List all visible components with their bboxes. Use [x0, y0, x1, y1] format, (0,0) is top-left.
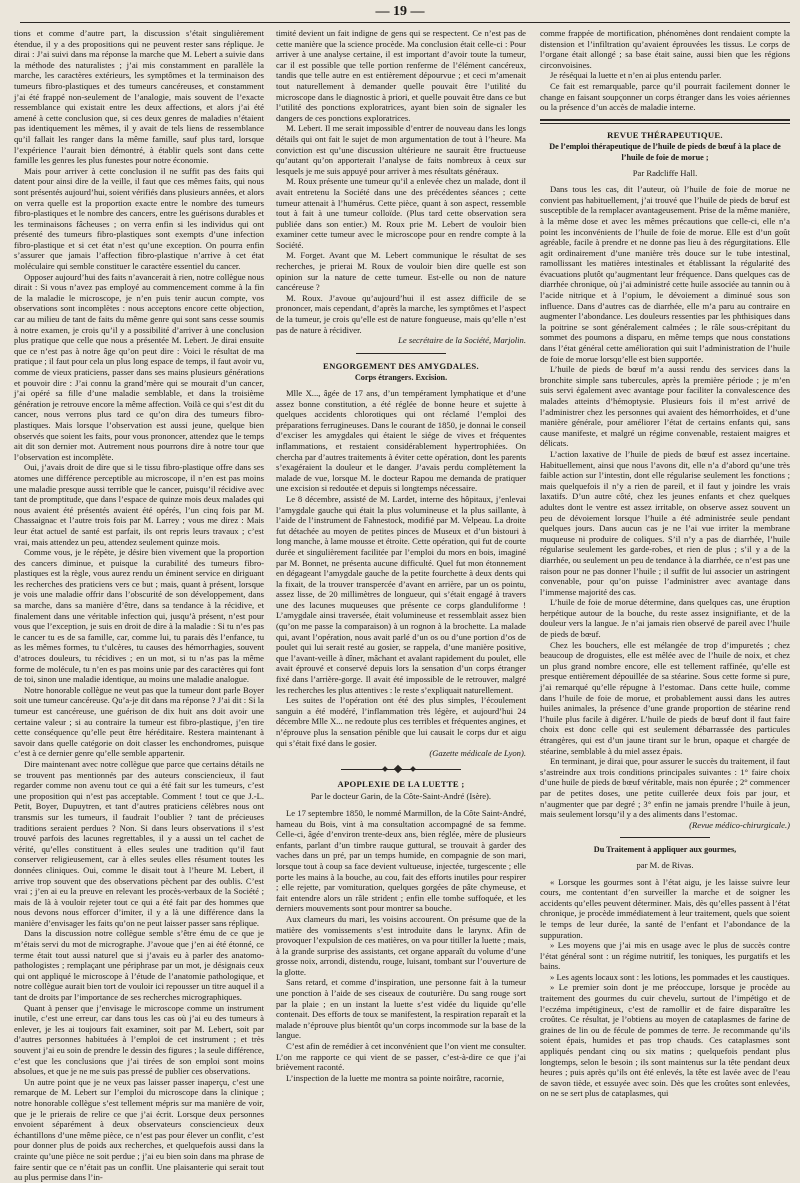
paragraph: M. Lebert. Il me serait impossible d’entrer de nouveau dans les longs détails qui ont fait le sujet de mon argumentation de tout à l’heure. Ma conviction est qu’une discussion ultérieure ne saurait être fructueuse qu’autant qu’on apporterait l’analyse de faits nombreux à ceux sur lesquels je me suis appuyé pour arriver à mes résultats généraux.: [276, 123, 526, 176]
paragraph: Les suites de l’opération ont été des plus simples, l’écoulement sanguin a été modéré, l’inflammation très légère, et aujourd’hui 24 décembre Mlle X... ne redoute plus ces terribles et fréquentes angines, et n’éprouve plus la sensation pénible que lui causait le corps dur et aigu qui s’était fixé dans le gosier.: [276, 695, 526, 748]
page-number: — 19 —: [375, 4, 425, 19]
section-heading: REVUE THÉRAPEUTIQUE.: [607, 129, 723, 140]
column-right: [540, 28, 790, 1168]
paragraph: » Les moyens que j’ai mis en usage avec le plus de succès contre l’état général sont : un régime nutritif, les toniques, les purgatifs et les bains.: [540, 940, 790, 972]
paragraph: Mais pour arriver à cette conclusion il ne suffit pas des faits qui datent pour ainsi dire de la veille, il faut que ces mêmes faits, qui nous sont présentés aujourd’hui, soient vérifiés dans plusieurs années, et alors on verra quelle est la proportion exacte entre le nombre des tumeurs fibro-plastiques et le nombre des cancers, entre les guérisons durables et les terminaisons fâcheuses ; on verra enfin si les individus qui ont présenté des tumeurs fibro-plastiques sont exempts d’une infection fibro-plastique et si cet état n’est qu’une exception. On pourra enfin s’assurer que jamais l’affection fibro-plastique n’arrive à cet état moléculaire qui semble constituer le caractère essentiel du cancer.: [14, 165, 264, 272]
paragraph: Dans la discussion notre collègue semble s’être ému de ce que je m’étais servi du mot de micrographe. J’avoue que j’en ai été étonné, ce terme était tout aussi naturel que si j’avais eu à parler des anatomo-pathologistes ; remplaçant une périphrase par un mot, je désignais ceux qui ont appliqué le microscope à l’étude de l’anatomie pathologique, et notre collègue aurait bien tort de vouloir ici repousser un titre auquel il a tant de droits par l’importance de ses recherches micrographiques.: [14, 928, 264, 1003]
paragraph: » Les agents locaux sont : les lotions, les pommades et les caustiques.: [550, 971, 790, 982]
article-byline: Par le docteur Garin, de la Côte-Saint-André (Isère).: [310, 791, 492, 802]
paragraph: « Lorsque les gourmes sont à l’état aigu, je les laisse suivre leur cours, me contentant d’en surveiller la marche et de soigner les accidents qu’elles peuvent déterminer. Mais, dès qu’elles passent à l’état chronique, je procède immédiatement à leur traitement, quels que soient le temps de leur durée, la santé de l’enfant et l’abondance de la suppuration.: [540, 876, 790, 940]
paragraph: Le 8 décembre, assisté de M. Lardet, interne des hôpitaux, j’enlevai l’amygdale gauche qui était la plus volumineuse et la plus saillante, à l’aide de l’instrument de Fahnestock, modifié par M. Velpeau. La droite fut détachée au moyen de petites pinces de Museux et d’un bistouri à long manche, à lame mousse et étroite. Cette opération, qui fut de courte durée et singulièrement facilitée par l’emploi du mors en bois, imaginé par M. Bonnet, ne présenta aucune difficulté. Quel fut mon étonnement en dégageant l’amygdale gauche de la petite fourchette à deux dents qui la fixait, de la trouver transpercée d’avant en arrière, par un os pointu, assez lisse, de 20 millimètres de longueur, qui s’était engagé à travers une des lacunes muqueuses que présente ce corps glanduliforme ! L’amygdale ainsi traversée, était volumineuse et ressemblait assez bien (qu’on me passe la comparaison) à un rognon à la brochette. La malade qui, avant l’opération, nous avait parlé d’un os ou d’une portion d’os de poulet qui lui serait resté au gosier, se rappela, d’une manière positive, que l’avant-veille à dîner, mâchant et avalant rapidement du poulet, elle avait éprouvé et conservé depuis lors la sensation d’un corps étranger fixé dans l’arrière-gorge. Il avait été impossible de le retrouver, malgré les recherches les plus attentives : le reste s’expliquait naturellement.: [276, 493, 526, 695]
paragraph: Ce fait est remarquable, parce qu’il pourrait facilement donner le change en faisant soupçonner un corps étranger dans les voies aériennes ou la présence d’un accès de maladie interne.: [540, 80, 790, 113]
article-byline: Par Radcliffe Hall.: [632, 167, 698, 178]
paragraph: M. Roux. J’avoue qu’aujourd’hui il est assez difficile de se prononcer, mais cependant, d’après la marche, les symptômes et l’aspect de la tumeur, je crois qu’elle est de nature fongueuse, mais qu’elle n’est pas de nature à récidiver.: [276, 292, 526, 335]
ornament-divider: [341, 766, 461, 772]
paragraph: Mlle X..., âgée de 17 ans, d’un tempérament lymphatique et d’une assez bonne constitution, a été réglée de bonne heure et sujette à quelques accidents chlorotiques qui ont réclamé l’emploi des préparations ferrugineuses. Dans le courant de 1850, je donnai le conseil d’exciser les amygdales qui étaient le siége de vives et fréquentes inflammations, et restaient considérablement hypertrophiées. On chercha par d’autres traitements à éviter cette opération, dont les parents s’exagéraient la douleur et le danger. J’avais perdu complètement la malade de vue, lorsque M. le docteur Rapou me demanda de pratiquer une excision si redoutée et depuis si longtemps nécessaire.: [276, 388, 526, 494]
paragraph: Un autre point que je ne veux pas laisser passer inaperçu, c’est une remarque de M. Lebert sur l’emploi du microscope dans la clinique ; notre honorable collègue s’est tellement mépris sur ma manière de voir, que je le prierais de relire ce que j’ai écrit. Lorsque deux personnes envoient séparément à deux observateurs consciencieux deux échantillons d’une même pièce, ce n’est pas pour élever un conflit, c’est pour donner plus de poids aux recherches, et quelquefois aussi dans la crainte qu’une pièce ne soit perdue ; j’ai eu bien soin dans ma phrase de faire sentir que ce n’était pas un conflit. Une plaisanterie qui serait tout au plus permise dans l’in-: [14, 1076, 264, 1183]
paragraph: L’huile de pieds de bœuf m’a aussi rendu des services dans la bronchite simple sans tubercules, après la première période ; je m’en suis servi également avec avantage pour faciliter la convalescence des malades atteints d’hémoptysie. Plusieurs fois il m’est arrivé de l’administrer chez les personnes qui avaient des hémorrhoïdes, et d’une manière générale, pour améliorer l’état de certains enfants qui, sans cause manifeste, et malgré un régime convenable, restaient maigres et délicats.: [540, 364, 790, 449]
column-left: [14, 28, 264, 1183]
secretary-signature: Le secrétaire de la Société, Marjolin.: [398, 335, 526, 346]
paragraph: » Le premier soin dont je me préoccupe, lorsque je procède au traitement des gourmes du cuir chevelu, surtout de l’impétigo et de l’eczéma impétigineux, c’est de ramollir et de faire disparaître les croûtes. Ce résultat, je l’obtiens au moyen de cataplasmes de farine de graines de lin ou de fécule de pommes de terre. Je recommande qu’ils soient épais, humides et pas trop chauds. Ces cataplasmes sont appliqués pendant cinq ou six matins ; quelquefois pendant plus longtemps, selon le besoin ; ils sont maintenus sur la tête pendant deux heures ; puis après qu’ils ont été enlevés, la tête est lavée avec de l’eau de savon tiède, et essuyée avec soin. Dès que les croûtes sont enlevées, on ne se sert plus de cataplasmes, qui: [540, 982, 790, 1099]
paragraph: L’inspection de la luette me montra sa pointe noirâtre, racornie,: [286, 1072, 505, 1083]
article-subheading: De l’emploi thérapeutique de l’huile de pieds de bœuf à la place de l’huile de foie de morue ;: [549, 142, 781, 162]
paragraph: tions et comme d’autre part, la discussion s’était singulièrement étendue, il y a des propositions qui ne peuvent rester sans réplique. Je dirai : J’ai suivi dans ma réponse la marche que M. Lebert a suivie dans la méthode des naturalistes ; j’ai mis constamment en parallèle la marche, les caractères extérieurs, les symptômes et la terminaison des tumeurs fibro-plastiques et des tumeurs cancéreuses, et constamment j’ai été frappé non-seulement de l’analogie, mais souvent de l’exacte ressemblance qui existait entre les deux affections, et alors j’ai été amené à cette conclusion que, si ces deux genres de maladies n’étaient pas identiquement les mêmes, il y avait de tels liens de ressemblance qu’il fallait les ranger dans la même famille, sauf plus tard, lorsque l’expérience l’aurait bien démontré, à établir quels sont dans cette famille les genres les plus funestes pour notre économie.: [14, 28, 264, 166]
paragraph: Opposer aujourd’hui des faits n’avancerait à rien, notre collègue nous dirait : Si vous n’avez pas employé au commencement comme à la fin de la maladie le microscope, je n’en puis tenir aucun compte, vos observations sont incomplètes : nous acceptons encore cette objection, car au milieu de tant de faits du même genre qui sont sans cesse soumis à notre examen, je crois qu’il y a possibilité d’arriver à une conclusion plus pratique que celle que nous a présentée M. Lebert. Je dirai ensuite que ce n’est pas à notre âge qu’on peut dire : Voici le résultat de ma pratique ; il faut pour cela un plus long espace de temps, il faut avoir vu, comme de vieux praticiens, passer dans ses mains plusieurs générations et pouvoir dire : J’ai connu la grand’mère qui se mourait d’un cancer, j’ai opéré sa fille d’une maladie semblable, et dans la troisième génération je retrouve encore la même affection. Voilà ce qui s’est dit du cancer, nous verrons plus tard ce qu’on dira des tumeurs fibro-plastiques. Mais lorsque l’observation est aussi jeune, quelque bien observés que soient les faits, pour vous prononcer, attendez que le temps ait dit son dernier mot. Autrement nous pourrons dire à notre tour que l’observation est incomplète.: [14, 271, 264, 462]
column-middle: [276, 28, 526, 1168]
paragraph: Je réséquai la luette et n’en ai plus entendu parler.: [550, 70, 722, 81]
paragraph: comme frappée de mortification, phénomènes dont rendaient compte la distension et l’infiltration qu’avaient éprouvées les tissus. Le corps de l’organe était allongé ; sa base était saine, aussi bien que les régions circonvoisines.: [540, 28, 790, 70]
paragraph: C’est afin de remédier à cet inconvénient que l’on vient me consulter. L’on me rapporte ce qui vient de se passer, c’est-à-dire ce que j’ai brièvement raconté.: [276, 1041, 526, 1073]
article-subheading: Corps étrangers. Excision.: [354, 373, 448, 383]
paragraph: Notre honorable collègue ne veut pas que la tumeur dont parle Boyer soit une tumeur cancéreuse. Qu’a-je dit dans ma réponse ? J’ai dit : Si la tumeur est cancéreuse, une guérison de dix huit ans doit avoir une certaine valeur ; si au contraire la tumeur est fibro-plastique, j’en tire cette conséquence qu’elle peut être héréditaire. Restera maintenant à savoir dans quelle catégorie on doit classer les enchondromes, puisque c’est à ce dernier genre qu’elle semble appartenir.: [14, 684, 264, 759]
paragraph: M. Roux présente une tumeur qu’il a enlevée chez un malade, dont il avait entretenu la Société dans une des précédentes séances ; cette tumeur attenait à l’humérus. Cette pièce, quant à son aspect, ressemble tout à fait à une tumeur colloïde. (Plus tard cette observation sera publiée dans son entier.) M. Roux prie M. Lebert de vouloir bien examiner cette tumeur avec le microscope pour en rendre compte à la Société.: [276, 176, 526, 250]
paragraph: L’huile de foie de morue détermine, dans quelques cas, une éruption herpétique autour de la bouche, du reste assez insignifiante, et de la douleur vers la langue. Je n’ai jamais rien observé de pareil avec l’huile de pieds de bœuf.: [540, 597, 790, 640]
header-rule: [20, 22, 790, 23]
paragraph: Dans tous les cas, dit l’auteur, où l’huile de foie de morue ne convient pas habituellement, j’ai trouvé que l’huile de pieds de bœuf est susceptible de la remplacer avantageusement. Prise de la même manière, à la même dose et avec les mêmes précautions que celle-ci, elle n’a point les inconvénients de l’huile de foie de morue. Elle est d’un goût agréable, facile à prendre et ne donne pas lieu à des régurgitations. Elle agit ordinairement d’une manière très douce sur le tube intestinal, ramollissant les matières intestinales et établissant la régularité des évacuations plutôt qu’augmentant leur fréquence. Dans quelques cas de diarrhée chronique, où j’ai administré cette huile associée au tannin ou à l’acide nitrique et à l’opium, le dévoiement a diminué sous son influence. Dans d’autres cas de diarrhée, elle m’a paru au contraire en augmenter l’abondance. Les douleurs ressenties par les phthisiques dans la poitrine se sont généralement calmées ; le râle sous-crépitant du sommet des poumons a disparu, en même temps que nous constations dans l’état général cette amélioration qui suit l’administration de l’huile de foie de morue lorsqu’elle est bien supportée.: [540, 184, 790, 364]
paragraph: Chez les bouchers, elle est mélangée de trop d’impuretés ; chez beaucoup de droguistes, elle est mêlée avec de l’huile de noix, et chez un plus grand nombre encore, elle est tellement raffinée, qu’elle est presque entièrement dépouillée de sa stéarine. Sous cette forme si pure, j’ai remarqué qu’elle répugne à l’estomac. Dans cette huile, comme dans l’huile de foie de morue, et probablement aussi dans les autres huiles animales, la présence d’une grande proportion de stéarine rend l’huile plus facile à digérer. L’huile de pieds de bœuf dont il faut faire choix est donc celle qui est seulement débarrassée des particules étrangères, qui est d’un jaune tirant sur le brun, opaque et chargée de stéarine, semblable à du miel assez épais.: [540, 639, 790, 756]
paragraph: Le 17 septembre 1850, le nommé Marmillon, de la Côte Saint-André, hameau du Bois, vint à ma consultation accompagné de sa femme. Celle-ci, âgée d’environ trente-deux ans, bien réglée, mère de plusieurs enfants, parlant d’un timbre rauque guttural, se trouvait à garder des vaches dans un pré, par un temps humide, en compagnie de son mari, lorsque tout à coup sa face devient vultueuse, injectée, turgescente ; elle porte les mains à la bouche, au cou, fait des efforts inutiles pour respirer ; elle rejette, par vomituration, quelques gorgées de pâte chymeuse, et fait entendre alors un râle strident ; enfin elle tombe suffoquée, et les derniers mouvements sont pour montrer sa bouche.: [276, 807, 526, 914]
paragraph: Quant à penser que j’envisage le microscope comme un instrument inutile, c’est une erreur, car dans tous les cas où j’ai eu des tumeurs à enlever, je les ai toujours fait examiner, soit par M. Lebert, soit par d’autres personnes habituées à l’emploi de cet instrument ; et très souvent j’ai eu soin de prendre le dessin des figures ; la seule différence, c’est que les conclusions que j’ai tirées de son emploi sont moins absolues, et que je ne me suis pas pressé de publier ces observations.: [14, 1002, 264, 1077]
article-byline: par M. de Rivas.: [636, 859, 694, 870]
article-heading: APOPLEXIE DE LA LUETTE ;: [337, 778, 465, 789]
paragraph: Comme vous, je le répète, je désire bien vivement que la proportion des cancers diminue, et puisque la curabilité des tumeurs fibro-plastiques est la règle, vous aurez rendu un éminent service en diriguant les recherches des praticiens vers ce but ; mais, quant à présent, lorsque je vois une maladie offrir dans l’obscurité de son développement, dans sa marche, dans sa manière d’être, dans sa tendance à la récidive, et finalement dans une véritable infection qui, jusqu’à présent, n’est pour vous que l’exception, je suis en droit de dire à la maladie : Si tu n’es pas le cancer tu es de sa famille, car, comme lui, tu parais dès l’enfance, tu as les mêmes formes, tu t’ulcères, tu causes des hémorrhagies, souvent d’atroces douleurs, tu récidives ; en un mot, si tu n’as pas la même forme de molécule, tu n’en es pas moins unie par des caractères qui font de toi, sinon une maladie identique, au moins une maladie analogue.: [14, 547, 264, 685]
article-subheading: Du Traitement à appliquer aux gourmes,: [593, 845, 737, 855]
paragraph: timité devient un fait indigne de gens qui se respectent. Ce n’est pas de cette manière que la science procède. Ma conclusion était celle-ci : Pour arriver à une analyse certaine, il est important d’avoir toute la tumeur, car il est possible que telle portion renferme de l’élément cancéreux, tandis que telle autre en est entièrement dépourvue ; et ceci m’amenait tout naturellement à demander quelle pouvait être l’utilité du microscope dans le diagnostic à priori, et quelle pouvait être dans ce but l’utilité des ponctions exploratrices, ayant bien soin de signaler les dangers de ces ponctions exploratrices.: [276, 28, 526, 123]
paragraph: Sans retard, et comme d’inspiration, une personne fait à la tumeur une ponction à l’aide de ses ciseaux de couturière. Du sang rouge sort par la plaie ; en un instant la luette s’est vidée du liquide qu’elle contenait. Des efforts de toux se manifestent, la respiration reparaît et la malade n’éprouve plus bientôt qu’un corps incommode sur la base de la langue.: [276, 977, 526, 1041]
section-divider: [356, 353, 446, 354]
paragraph: Dire maintenant avec notre collègue que parce que certains détails ne se trouvent pas mentionnés par des auteurs consciencieux, il faut regarder comme non avenu tout ce qui a été fait sur les tumeurs, c’est une proposition qui n’est pas acceptable. Comment ! tout ce que J.-L. Petit, Boyer, Dupuytren, et tant d’autres praticiens célèbres nous ont transmis sur les tumeurs, il faudrait l’oublier ? tant de précieuses traditions seraient perdues ? Non. Si dans leurs observations il s’est trouvé parfois des lacunes regrettables, il y a aussi un tel cachet de vérité, qu’elles constituent à elles seules une tradition qu’il faut conserver religieusement, car à elles seules elles résument toutes les données cliniques. Oui, comme le disait tout à l’heure M. Lebert, il arrive trop souvent que des observations pèchent par des oublis. C’est vrai ; j’en ai eu la preuve en relevant les procès-verbaux de la Société ; mais de là à vouloir rejeter tout ce qui a été fait par des hommes que nous devons nous efforcer d’imiter, il y a là une différence dans la manière d’envisager les faits qu’on ne peut laisser passer sans réplique.: [14, 758, 264, 928]
paragraph: L’action laxative de l’huile de pieds de bœuf est assez incertaine. Habituellement, ainsi que nous l’avons dit, elle n’a d’abord qu’une très faible action sur l’intestin, dont elle régularise seulement les fonctions ; mais quelquefois il n’y a rien de pareil, et il faut y joindre les vrais laxatifs. D’un autre côté, chez les jeunes enfants et chez quelques adultes dont le ventre est assez irritable, on observe assez souvent un peu de dévoiement lorsque l’huile a été administrée seule pendant quelques jours. Dans aucun cas je ne l’ai vue irriter la membrane muqueuse ni produire de coliques. S’il n’y a pas de diarrhée, l’huile régularise seulement les garde-robes, et rien de plus ; s’il y a de la diarrhée, ou seulement un peu de tendance à la diarrhée, ce n’est pas une raison pour ne pas donner l’huile ; il suffit de lui associer un astringent convenable, pour qu’on puisse l’administrer avec avantage dans l’immense majorité des cas.: [540, 448, 790, 597]
paragraph: Aux clameurs du mari, les voisins accourent. On présume que de la matière des vomissements s’est introduite dans le larynx. Afin de provoquer l’expulsion de ces matières, on va pour titiller la luette ; mais, à la grande surprise des assistants, cet organe apparaît du volume d’une grosse noix, arrondi, distendu, rouge, luisant, tombant sur l’ouverture de la glotte.: [276, 913, 526, 977]
paragraph: M. Forget. Avant que M. Lebert communique le résultat de ses recherches, je prierai M. Roux de vouloir bien dire quelle est son opinion sur la nature de cette tumeur. Est-elle ou non de nature cancéreuse ?: [276, 250, 526, 293]
section-rule: [540, 119, 790, 124]
article-source: (Revue médico-chirurgicale.): [689, 819, 790, 830]
paragraph: En terminant, je dirai que, pour assurer le succès du traitement, il faut s’astreindre aux trois conditions principales suivantes : 1° faire choix d’une huile de pieds de bœuf véritable, mais non épurée ; 2° commencer par de petites doses, une petite cuillerée deux fois par jour, et n’augmenter que par degré ; 3° enfin ne jamais prendre l’huile à jeun, mais seulement lorsqu’il y a des aliments dans l’estomac.: [540, 756, 790, 820]
paragraph: Oui, j’avais droit de dire que si le tissu fibro-plastique offre dans ses atomes une différence perceptible au microscope, il n’en est pas moins une maladie presque aussi terrible que le cancer, puisqu’il récidive avec tant de promptitude, que dans l’espace de quinze mois deux malades qui nous avaient été présentés avaient été opérés, l’un cinq fois par M. Chassaignac et l’autre trois fois par M. Larrey ; vous me direz : Mais leur état actuel de santé est parfait, ils ont repris leurs travaux ; c’est vrai, mais attendez un peu, attendez seulement quinze mois.: [14, 462, 264, 547]
section-divider: [620, 837, 710, 838]
article-heading: ENGORGEMENT DES AMYGDALES.: [323, 360, 479, 371]
article-source: (Gazette médicale de Lyon).: [429, 748, 526, 759]
